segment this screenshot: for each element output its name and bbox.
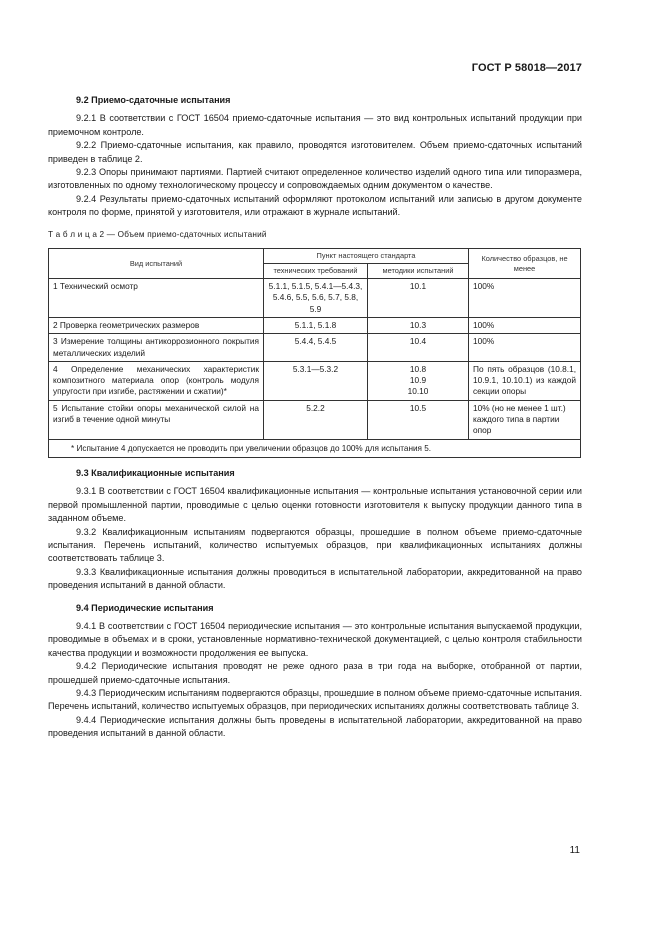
table-row <box>49 317 581 333</box>
cell-methods: 10.5 <box>368 400 469 439</box>
cell-requirements: 5.2.2 <box>264 400 368 439</box>
cell-requirements: 5.4.4, 5.4.5 <box>264 334 368 362</box>
cell-requirements: 5.1.1, 5.1.5, 5.4.1—5.4.3, 5.4.6, 5.5, 5.6, 5.7, 5.8, 5.9 <box>264 279 368 318</box>
cell-quantity: 10% (но не менее 1 шт.) каждого типа в партии опор <box>469 400 581 439</box>
page-number: 11 <box>569 845 580 856</box>
cell-quantity: 100% <box>469 334 581 362</box>
table-note: * Испытание 4 допускается не проводить при увеличении образцов до 100% для испытания 5. <box>49 439 581 457</box>
table-row <box>49 334 581 362</box>
cell-test-name: 2 Проверка геометрических размеров <box>49 317 264 333</box>
paragraph-9-2-4: 9.2.4 Результаты приемо-сдаточных испытаний оформляют протоколом испытаний или записью в другом документе контроля по форме, принятой у изготовителя, или отражают в журнале испытаний. <box>48 193 582 218</box>
section-9-2-title: 9.2 Приемо-сдаточные испытания <box>76 95 231 105</box>
cell-methods: 10.8 10.9 10.10 <box>368 361 469 400</box>
paragraph-9-3-3: 9.3.3 Квалификационные испытания должны проводиться в испытательной лаборатории, аккредитованной на право проведения испытаний в данной области. <box>48 566 582 591</box>
header-clause: Пункт настоящего стандарта <box>264 249 469 264</box>
paragraph-9-3-1: 9.3.1 В соответствии с ГОСТ 16504 квалификационные испытания — контрольные испытания установочной серии или первой промышленной партии, проводимые с целью оценки готовности изготовителя к выпуску продукции данного типа в заданном объеме. <box>48 486 582 524</box>
section-9-4-title: 9.4 Периодические испытания <box>76 602 214 613</box>
cell-quantity: По пять образцов (10.8.1, 10.9.1, 10.10.1) из каждой секции опоры <box>469 361 581 400</box>
cell-quantity: 100% <box>469 317 581 333</box>
header-test-type: Вид испытаний <box>49 249 264 279</box>
paragraph-9-4-2: 9.4.2 Периодические испытания проводят не реже одного раза в три года на выборке, отобранной от партии, прошедшей приемо-сдаточные испытания. <box>48 661 582 685</box>
cell-quantity: 100% <box>469 279 581 318</box>
cell-test-name: 3 Измерение толщины антикоррозионного покрытия металлических изделий <box>49 334 264 362</box>
document-id: ГОСТ Р 58018—2017 <box>471 62 582 74</box>
paragraph-9-4-3: 9.4.3 Периодическим испытаниям подвергаются образцы, прошедшие в полном объеме приемо-сдаточные испытания. Перечень испытаний, количество испытуемых образцов, при периодических испытаниях должны соответствовать таблице 3. <box>48 688 582 712</box>
table-row <box>49 361 581 400</box>
page-content <box>48 94 582 741</box>
cell-test-name: 5 Испытание стойки опоры механической силой на изгиб в течение одной минуты <box>49 400 264 439</box>
section-9-3-title: 9.3 Квалификационные испытания <box>76 467 235 478</box>
header-test-methods: методики испытаний <box>368 264 469 279</box>
cell-methods: 10.3 <box>368 317 469 333</box>
paragraph-9-2-3: 9.2.3 Опоры принимают партиями. Партией считают определенное количество изделий одного типа или типоразмера, изготовленных по одному технологическому процессу и сопровождаемых одним документом о качестве. <box>48 167 582 191</box>
table-row <box>49 400 581 439</box>
header-sample-count: Количество образцов, не менее <box>469 249 581 279</box>
cell-methods: 10.1 <box>368 279 469 318</box>
table-note-row <box>49 439 581 457</box>
cell-requirements: 5.3.1—5.3.2 <box>264 361 368 400</box>
header-tech-requirements: технических требований <box>264 264 368 279</box>
cell-requirements: 5.1.1, 5.1.8 <box>264 317 368 333</box>
paragraph-9-4-4: 9.4.4 Периодические испытания должны быть проведены в испытательной лаборатории, аккредитованной на право проведения испытаний в данной области. <box>48 714 582 739</box>
table-2-caption: Т а б л и ц а 2 — Объем приемо-сдаточных испытаний <box>48 229 267 239</box>
cell-test-name: 4 Определение механических характеристик композитного материала опор (контроль модуля упругости при изгибе, растяжении и сжатии)* <box>49 361 264 400</box>
table-row <box>49 279 581 318</box>
cell-test-name: 1 Технический осмотр <box>49 279 264 318</box>
paragraph-9-4-1: 9.4.1 В соответствии с ГОСТ 16504 периодические испытания — это контрольные испытания выпускаемой продукции, проводимые в объемах и в сроки, установленные нормативно-технической документацией, с целью контроля стабильности качества продукции и возможности продолжения ее выпуска. <box>48 620 582 658</box>
paragraph-9-3-2: 9.3.2 Квалификационным испытаниям подвергаются образцы, прошедшие в полном объеме приемо-сдаточные испытания. Перечень испытаний, количество испытуемых образцов, при квалификационных испытаниях должны соответствовать таблице 3. <box>48 526 582 564</box>
cell-methods: 10.4 <box>368 334 469 362</box>
table-2 <box>48 248 581 458</box>
paragraph-9-2-1: 9.2.1 В соответствии с ГОСТ 16504 приемо-сдаточные испытания — это вид контрольных испытаний продукции при приемочном контроле. <box>48 113 582 137</box>
paragraph-9-2-2: 9.2.2 Приемо-сдаточные испытания, как правило, проводятся изготовителем. Объем приемо-сдаточных испытаний приведен в таблице 2. <box>48 140 582 164</box>
